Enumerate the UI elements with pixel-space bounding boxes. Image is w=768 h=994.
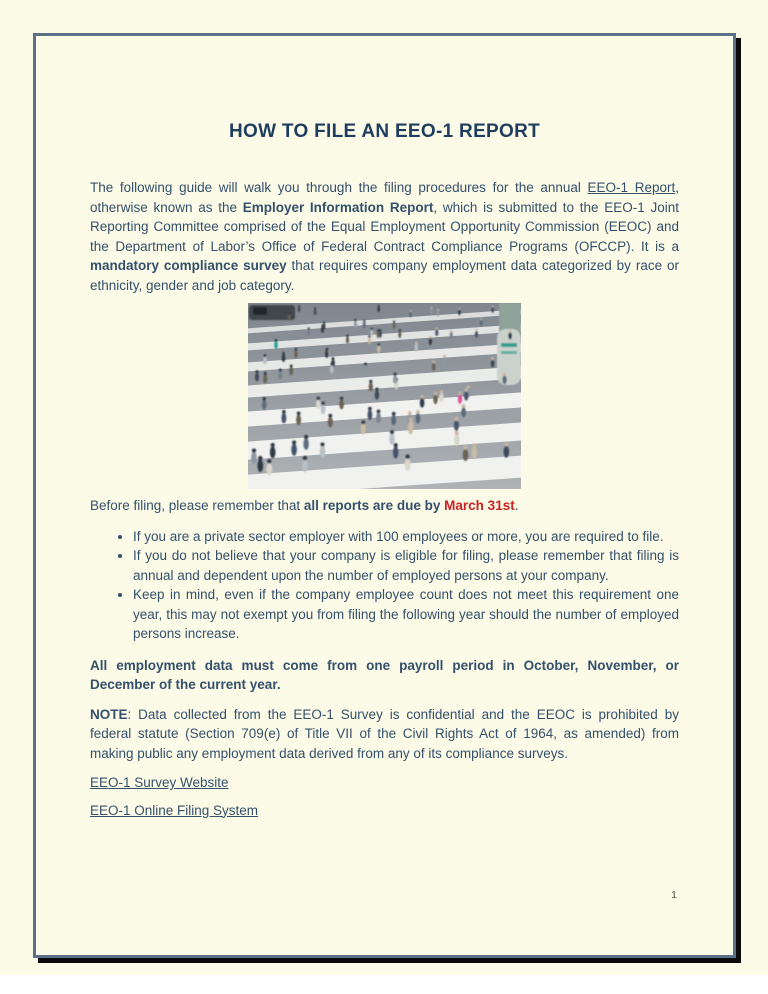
intro-text-3: , which is submitted to the EEO-1 Joint Reporting Committee comprised of the Equal Employment Opportunity Commission (EEOC) and the Department of Labor’s Office of Federal Contract Compliance Programs (OFCCP). It is a bbox=[90, 199, 679, 254]
crosswalk-photo bbox=[248, 303, 521, 489]
payroll-period-notice: All employment data must come from one payroll period in October, November, or December of the current year. bbox=[90, 657, 679, 692]
deadline-reminder bbox=[90, 496, 679, 516]
page-border-frame bbox=[33, 33, 736, 958]
document-title: HOW TO FILE AN EEO-1 REPORT bbox=[228, 121, 541, 142]
list-item: • Keep in mind, even if the company employee count does not meet this requirement one year, this may not exempt you from filing the following year should the number of employed persons increase. bbox=[133, 585, 679, 644]
note-label: NOTE bbox=[90, 706, 128, 722]
mandatory-compliance-survey-bold: mandatory compliance survey bbox=[90, 258, 287, 273]
note-text: : Data collected from the EEO-1 Survey is confidential and the EEOC is prohibited by federal statute (Section 709(e) of Title VII of the Civil Rights Act of 1964, as amended) from making public any employment data derived from any of its compliance surveys. bbox=[90, 706, 679, 761]
online-filing-link-row bbox=[90, 801, 679, 821]
eeo1-online-filing-link[interactable]: EEO-1 Online Filing System bbox=[90, 802, 259, 818]
page-number: 1 bbox=[671, 889, 677, 901]
survey-website-link-row bbox=[90, 773, 679, 793]
street-pillar-shape bbox=[497, 303, 521, 385]
list-item: • If you do not believe that your company is eligible for filing, please remember that filing is annual and dependent upon the number of employed persons at your company. bbox=[133, 546, 679, 585]
intro-text-1: The following guide will walk you through the filing procedures for the annual bbox=[90, 180, 588, 195]
reminder-bold: all reports are due by bbox=[303, 498, 445, 513]
intro-text-2: , otherwise known as the bbox=[90, 180, 679, 215]
intro-text-4: that requires company employment data categorized by race or ethnicity, gender and job category. bbox=[90, 258, 679, 293]
employer-information-report-bold: Employer Information Report bbox=[242, 199, 434, 215]
list-item: • If you are a private sector employer with 100 employees or more, you are required to file. bbox=[133, 527, 679, 547]
eeo1-survey-website-link[interactable]: EEO-1 Survey Website bbox=[90, 775, 229, 790]
confidentiality-note bbox=[90, 705, 679, 764]
filing-rules-list bbox=[90, 527, 679, 644]
crosswalk-photo-svg bbox=[248, 303, 521, 489]
reminder-text-2: . bbox=[514, 498, 519, 513]
deadline-date: March 31st bbox=[444, 498, 515, 513]
reminder-text-1: Before filing, please remember that bbox=[90, 498, 304, 513]
eeo1-report-link[interactable]: EEO-1 Report bbox=[587, 180, 676, 195]
intro-paragraph bbox=[90, 178, 679, 295]
